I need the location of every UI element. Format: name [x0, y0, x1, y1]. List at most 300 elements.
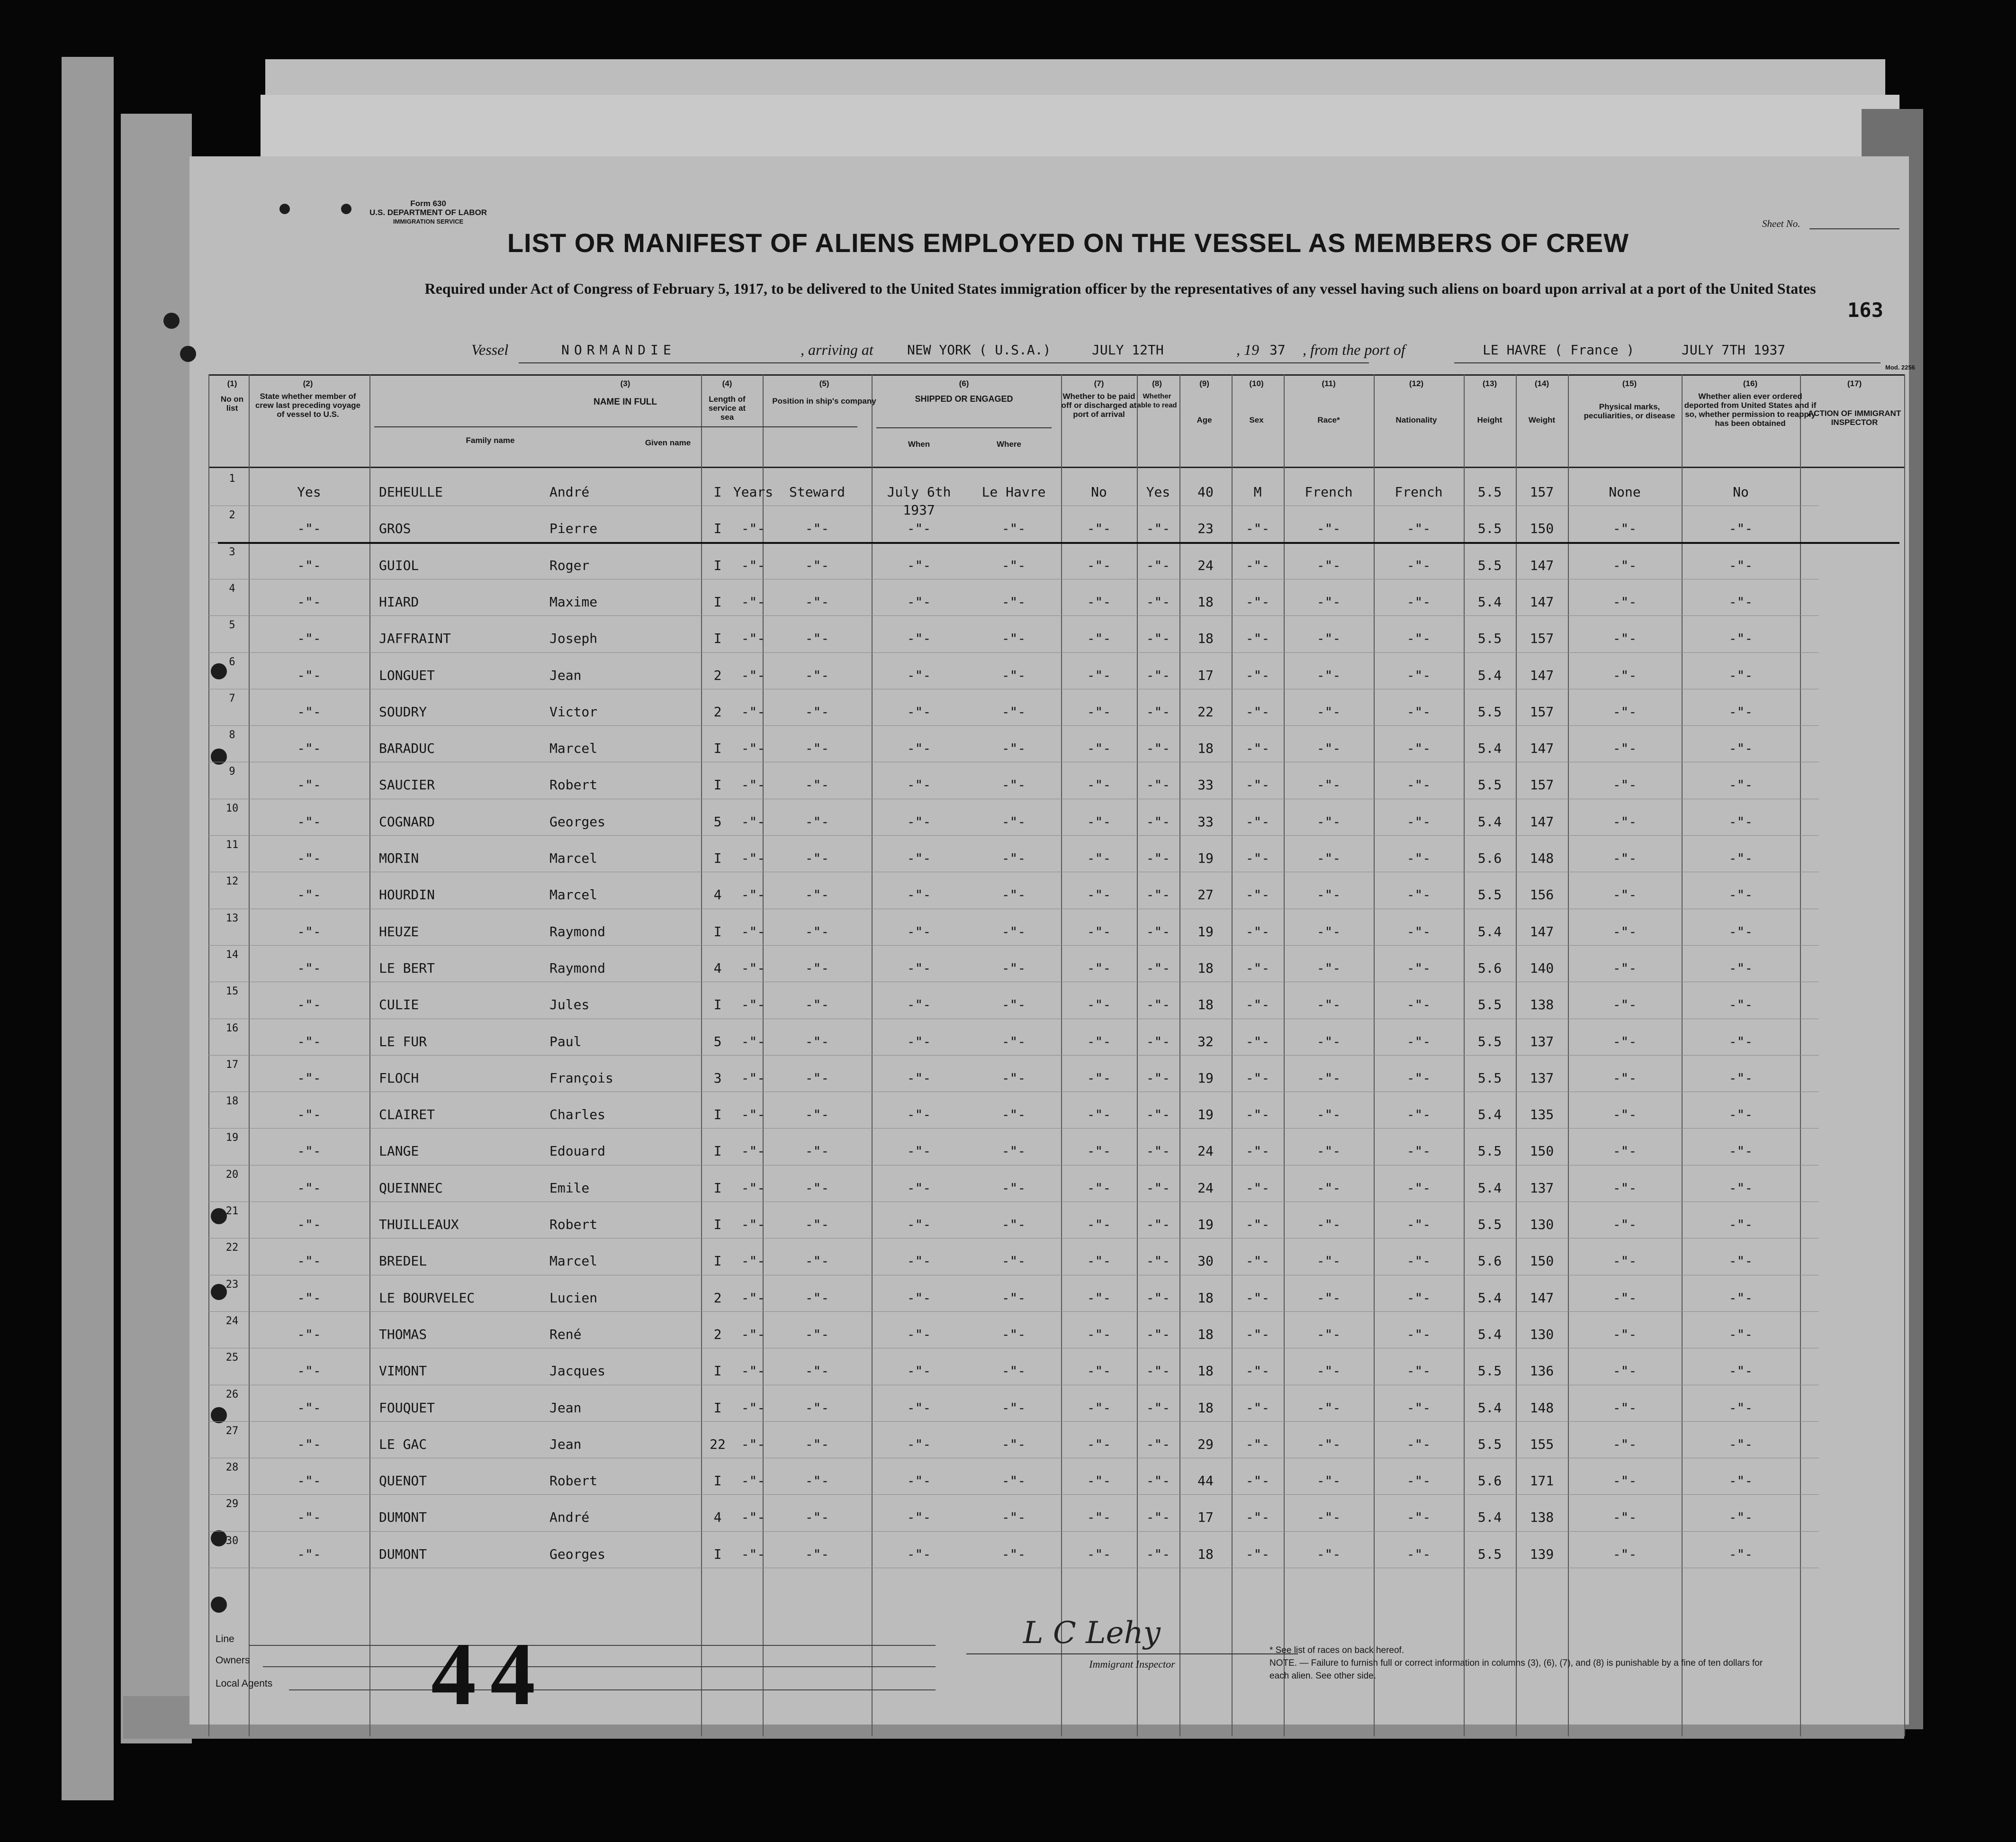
- weight: 147: [1530, 594, 1554, 610]
- ditto-mark: -"-: [1316, 887, 1341, 903]
- row-number: 13: [225, 912, 239, 924]
- ditto-mark: -"-: [1001, 850, 1026, 866]
- ditto-mark: -"-: [907, 777, 931, 793]
- ditto-mark: -"-: [1406, 1290, 1431, 1306]
- ditto-mark: -"-: [1612, 923, 1637, 939]
- ditto-mark: -"-: [1728, 704, 1753, 720]
- weight: 138: [1530, 1509, 1554, 1526]
- ditto-mark: -"-: [1146, 1033, 1170, 1049]
- weight: 136: [1530, 1363, 1554, 1379]
- ditto-mark: -"-: [1612, 1546, 1637, 1562]
- ditto-mark: -"-: [1001, 1509, 1026, 1526]
- family-name: BREDEL: [379, 1253, 427, 1269]
- ditto-mark: -"-: [805, 850, 829, 866]
- ditto-mark: -"-: [1245, 887, 1270, 903]
- ditto-mark: -"-: [1728, 960, 1753, 976]
- ditto-mark: -"-: [1087, 1217, 1111, 1232]
- ditto-mark: -"-: [741, 777, 765, 793]
- length-of-service: 4: [713, 1509, 722, 1526]
- ditto-mark: -"-: [1406, 1107, 1431, 1123]
- ditto-mark: -"-: [1406, 594, 1431, 610]
- family-name: THOMAS: [379, 1326, 427, 1342]
- ditto-mark: -"-: [1316, 923, 1341, 939]
- col-3-given-label: Given name: [645, 438, 691, 447]
- height: 5.6: [1477, 960, 1502, 976]
- ditto-mark: -"-: [1316, 1400, 1341, 1416]
- table-row-rule: [208, 1421, 1819, 1422]
- footer-owners-label: Owners: [216, 1655, 250, 1666]
- ditto-mark: -"-: [1728, 1473, 1753, 1489]
- family-name: HIARD: [379, 594, 419, 610]
- ditto-mark: -"-: [1728, 887, 1753, 903]
- age: 32: [1197, 1033, 1214, 1049]
- row-number: 30: [225, 1535, 239, 1547]
- arrival-year: 37: [1269, 342, 1286, 358]
- ditto-mark: -"-: [1612, 557, 1637, 573]
- ditto-mark: -"-: [907, 1290, 931, 1306]
- row-number: 4: [229, 582, 235, 595]
- given-name: Victor: [549, 704, 598, 720]
- ditto-mark: -"-: [907, 1107, 931, 1123]
- ditto-mark: -"-: [741, 631, 765, 647]
- given-name: Robert: [549, 777, 598, 793]
- given-name: Paul: [549, 1033, 582, 1049]
- family-name: LONGUET: [379, 667, 435, 683]
- ever-deported: No: [1733, 484, 1749, 500]
- ditto-mark: -"-: [1001, 813, 1026, 830]
- ditto-mark: -"-: [297, 1473, 321, 1489]
- length-of-service: 2: [713, 667, 722, 683]
- ditto-mark: -"-: [1146, 1217, 1170, 1232]
- weight: 156: [1530, 887, 1554, 903]
- table-row-rule: [208, 725, 1819, 726]
- ditto-mark: -"-: [1406, 887, 1431, 903]
- ditto-mark: -"-: [1612, 1217, 1637, 1232]
- ditto-mark: -"-: [1245, 1180, 1270, 1196]
- col-10-label: Sex: [1249, 415, 1264, 424]
- ditto-mark: -"-: [1087, 997, 1111, 1013]
- age: 18: [1197, 997, 1214, 1013]
- row-number: 8: [229, 729, 235, 741]
- ditto-mark: -"-: [1612, 1473, 1637, 1489]
- ditto-mark: -"-: [907, 960, 931, 976]
- length-of-service: I: [713, 850, 722, 866]
- ditto-mark: -"-: [907, 1326, 931, 1342]
- table-row-rule: [208, 1128, 1819, 1129]
- ditto-mark: -"-: [1406, 850, 1431, 866]
- weight: 137: [1530, 1180, 1554, 1196]
- ditto-mark: -"-: [1087, 1180, 1111, 1196]
- height: 5.5: [1477, 1363, 1502, 1379]
- sheet-number-line: [1809, 228, 1899, 229]
- weight: 138: [1530, 997, 1554, 1013]
- length-of-service: I: [713, 631, 722, 647]
- ditto-mark: -"-: [907, 1546, 931, 1562]
- ditto-mark: -"-: [1612, 1400, 1637, 1416]
- ditto-mark: -"-: [907, 1143, 931, 1159]
- col-3-number: (3): [620, 379, 630, 388]
- ditto-mark: -"-: [1406, 813, 1431, 830]
- ditto-mark: -"-: [1612, 1033, 1637, 1049]
- col-8-label: Whether able to read: [1137, 392, 1177, 409]
- family-name: DUMONT: [379, 1546, 427, 1562]
- ditto-mark: -"-: [1001, 777, 1026, 793]
- col-15-number: (15): [1622, 379, 1637, 388]
- table-header-rule: [208, 467, 1904, 468]
- age: 18: [1197, 1546, 1214, 1562]
- length-of-service: I: [713, 484, 722, 500]
- ditto-mark: -"-: [1087, 521, 1111, 537]
- race-note: * See list of races on back hereof.: [1269, 1645, 1404, 1655]
- length-of-service: I: [713, 1363, 722, 1379]
- col-1-number: (1): [227, 379, 237, 388]
- ditto-mark: -"-: [1406, 777, 1431, 793]
- col-16-header: [1682, 379, 1819, 428]
- strike-through-row-2: [218, 542, 1899, 544]
- ditto-mark: -"-: [1087, 850, 1111, 866]
- handwritten-count: 44: [431, 1625, 549, 1724]
- age: 18: [1197, 1363, 1214, 1379]
- departure-port: LE HAVRE ( France ): [1483, 342, 1635, 358]
- col-9-label: Age: [1197, 415, 1212, 424]
- col-8-number: (8): [1152, 379, 1162, 388]
- paid-off: No: [1091, 484, 1107, 500]
- col-9-number: (9): [1199, 379, 1209, 388]
- family-name: SOUDRY: [379, 704, 427, 720]
- ditto-mark: -"-: [1316, 1509, 1341, 1526]
- ditto-mark: -"-: [1001, 887, 1026, 903]
- ditto-mark: -"-: [1406, 1473, 1431, 1489]
- ditto-mark: -"-: [1316, 1546, 1341, 1562]
- ditto-mark: -"-: [1316, 1326, 1341, 1342]
- ditto-mark: -"-: [1612, 631, 1637, 647]
- ditto-mark: -"-: [741, 887, 765, 903]
- ditto-mark: -"-: [1612, 704, 1637, 720]
- ditto-mark: -"-: [1316, 777, 1341, 793]
- ditto-mark: -"-: [1087, 923, 1111, 939]
- able-to-read: Yes: [1146, 484, 1170, 500]
- ditto-mark: -"-: [907, 1070, 931, 1086]
- ditto-mark: -"-: [1146, 1290, 1170, 1306]
- family-name: VIMONT: [379, 1363, 427, 1379]
- ditto-mark: -"-: [1316, 1290, 1341, 1306]
- family-name: LE BOURVELEC: [379, 1290, 475, 1306]
- ditto-mark: -"-: [907, 850, 931, 866]
- ditto-mark: -"-: [1087, 1509, 1111, 1526]
- row-number: 28: [225, 1462, 239, 1474]
- ditto-mark: -"-: [1612, 1253, 1637, 1269]
- ditto-mark: -"-: [907, 631, 931, 647]
- page-title: LIST OR MANIFEST OF ALIENS EMPLOYED ON THE VESSEL AS MEMBERS OF CREW: [507, 228, 1629, 258]
- ditto-mark: -"-: [1406, 1436, 1431, 1452]
- age: 18: [1197, 594, 1214, 610]
- age: 18: [1197, 740, 1214, 757]
- ditto-mark: -"-: [1728, 1107, 1753, 1123]
- given-name: Marcel: [549, 1253, 598, 1269]
- ditto-mark: -"-: [1087, 667, 1111, 683]
- ditto-mark: -"-: [1728, 667, 1753, 683]
- given-name: André: [549, 484, 590, 500]
- ditto-mark: -"-: [1612, 740, 1637, 757]
- weight: 130: [1530, 1326, 1554, 1342]
- length-of-service: 2: [713, 704, 722, 720]
- ditto-mark: -"-: [741, 1107, 765, 1123]
- col-17-label: ACTION OF IMMIGRANT INSPECTOR: [1808, 409, 1901, 427]
- given-name: Georges: [549, 1546, 606, 1562]
- family-name: THUILLEAUX: [379, 1217, 459, 1232]
- height: 5.5: [1477, 887, 1502, 903]
- weight: 137: [1530, 1033, 1554, 1049]
- col-4-label: Length of service at sea: [708, 395, 746, 422]
- punch-hole: [279, 204, 290, 214]
- ditto-mark: -"-: [741, 667, 765, 683]
- table-row-rule: [208, 615, 1819, 616]
- ditto-mark: -"-: [907, 1180, 931, 1196]
- length-of-service: 3: [713, 1070, 722, 1086]
- given-name: Roger: [549, 557, 590, 573]
- ditto-mark: -"-: [1406, 923, 1431, 939]
- ditto-mark: -"-: [907, 887, 931, 903]
- ditto-mark: -"-: [741, 813, 765, 830]
- ditto-mark: -"-: [805, 1546, 829, 1562]
- ditto-mark: -"-: [741, 1290, 765, 1306]
- ditto-mark: -"-: [1728, 740, 1753, 757]
- ditto-mark: -"-: [741, 1400, 765, 1416]
- ditto-mark: -"-: [297, 1509, 321, 1526]
- ditto-mark: -"-: [297, 704, 321, 720]
- family-name: LANGE: [379, 1143, 419, 1159]
- table-column-rule: [1904, 374, 1905, 1736]
- col-11-label: Race*: [1317, 415, 1340, 424]
- col-9-header: [1179, 379, 1229, 424]
- ditto-mark: -"-: [805, 887, 829, 903]
- length-of-service: I: [713, 1546, 722, 1562]
- ditto-mark: -"-: [1316, 997, 1341, 1013]
- ditto-mark: -"-: [805, 704, 829, 720]
- row-number: 3: [229, 546, 235, 558]
- weight: 157: [1530, 484, 1554, 500]
- ditto-mark: -"-: [297, 1143, 321, 1159]
- col-3-rule: [374, 426, 857, 427]
- ditto-mark: -"-: [907, 667, 931, 683]
- ditto-mark: -"-: [741, 521, 765, 537]
- from-port-label: , from the port of: [1303, 341, 1405, 358]
- weight: 150: [1530, 1253, 1554, 1269]
- family-name: LE GAC: [379, 1436, 427, 1452]
- ditto-mark: -"-: [1001, 740, 1026, 757]
- height: 5.4: [1477, 1509, 1502, 1526]
- ditto-mark: -"-: [805, 667, 829, 683]
- ditto-mark: -"-: [1245, 997, 1270, 1013]
- ditto-mark: -"-: [805, 1070, 829, 1086]
- ditto-mark: -"-: [805, 557, 829, 573]
- length-of-service: I: [713, 1253, 722, 1269]
- ditto-mark: -"-: [741, 594, 765, 610]
- ditto-mark: -"-: [1087, 1033, 1111, 1049]
- ditto-mark: -"-: [1612, 521, 1637, 537]
- ditto-mark: -"-: [297, 1033, 321, 1049]
- ditto-mark: -"-: [805, 1180, 829, 1196]
- ditto-mark: -"-: [1316, 521, 1341, 537]
- col-13-number: (13): [1482, 379, 1497, 388]
- col-7-label: Whether to be paid off or discharged at port of arrival: [1061, 392, 1137, 419]
- length-of-service: 5: [713, 813, 722, 830]
- ditto-mark: -"-: [805, 960, 829, 976]
- ditto-mark: -"-: [1087, 557, 1111, 573]
- ditto-mark: -"-: [741, 1180, 765, 1196]
- ditto-mark: -"-: [1406, 1546, 1431, 1562]
- height: 5.4: [1477, 594, 1502, 610]
- ditto-mark: -"-: [1245, 1290, 1270, 1306]
- ditto-mark: -"-: [805, 521, 829, 537]
- row-number: 17: [225, 1058, 239, 1071]
- col-13-label: Height: [1477, 415, 1503, 424]
- ditto-mark: -"-: [1245, 1436, 1270, 1452]
- ditto-mark: -"-: [805, 1290, 829, 1306]
- ditto-mark: -"-: [1728, 777, 1753, 793]
- col-5-number: (5): [819, 379, 829, 388]
- ditto-mark: -"-: [297, 1546, 321, 1562]
- ditto-mark: -"-: [1406, 1509, 1431, 1526]
- height: 5.5: [1477, 521, 1502, 537]
- family-name: COGNARD: [379, 813, 435, 830]
- age: 23: [1197, 521, 1214, 537]
- col-3-label: NAME IN FULL: [593, 397, 657, 407]
- length-of-service: I: [713, 777, 722, 793]
- ditto-mark: -"-: [1612, 1509, 1637, 1526]
- ditto-mark: -"-: [1316, 1107, 1341, 1123]
- col-7-header: [1061, 379, 1137, 419]
- col-2-header: [251, 379, 365, 419]
- table-row-rule: [208, 1494, 1819, 1495]
- ditto-mark: -"-: [1001, 631, 1026, 647]
- given-name: Marcel: [549, 740, 598, 757]
- sex: M: [1253, 484, 1262, 500]
- given-name: Jules: [549, 997, 590, 1013]
- col-6-number: (6): [959, 379, 969, 388]
- col-5-label: Position in ship's company: [772, 397, 876, 406]
- ditto-mark: -"-: [297, 997, 321, 1013]
- ditto-mark: -"-: [907, 1400, 931, 1416]
- service: IMMIGRATION SERVICE: [393, 218, 464, 225]
- punch-hole: [211, 1597, 227, 1613]
- given-name: Georges: [549, 813, 606, 830]
- ditto-mark: -"-: [297, 1290, 321, 1306]
- ditto-mark: -"-: [1728, 1400, 1753, 1416]
- ditto-mark: -"-: [297, 667, 321, 683]
- shipped-where: Le Havre: [981, 484, 1046, 500]
- ditto-mark: -"-: [297, 594, 321, 610]
- ditto-mark: -"-: [805, 1473, 829, 1489]
- height: 5.4: [1477, 1290, 1502, 1306]
- ditto-mark: -"-: [1087, 1400, 1111, 1416]
- given-name: Pierre: [549, 521, 598, 537]
- col-12-header: [1374, 379, 1459, 424]
- inspector-signature: L C Lehy: [1023, 1616, 1161, 1651]
- ditto-mark: -"-: [805, 740, 829, 757]
- ditto-mark: -"-: [1728, 1546, 1753, 1562]
- ditto-mark: -"-: [1087, 631, 1111, 647]
- ditto-mark: -"-: [907, 1509, 931, 1526]
- row-number: 15: [225, 985, 239, 998]
- weight: 147: [1530, 1290, 1554, 1306]
- footer-line-rule: [249, 1645, 936, 1646]
- ditto-mark: -"-: [1728, 1253, 1753, 1269]
- ditto-mark: -"-: [1406, 1326, 1431, 1342]
- ditto-mark: -"-: [1316, 1033, 1341, 1049]
- age: 40: [1197, 484, 1214, 500]
- ditto-mark: -"-: [1087, 1143, 1111, 1159]
- ditto-mark: -"-: [1612, 1436, 1637, 1452]
- ditto-mark: -"-: [297, 1363, 321, 1379]
- height: 5.5: [1477, 1070, 1502, 1086]
- age: 18: [1197, 960, 1214, 976]
- ditto-mark: -"-: [1146, 1436, 1170, 1452]
- ditto-mark: -"-: [1146, 1143, 1170, 1159]
- col-10-header: [1232, 379, 1281, 424]
- ditto-mark: -"-: [741, 1473, 765, 1489]
- ditto-mark: -"-: [1316, 1180, 1341, 1196]
- family-name: CULIE: [379, 997, 419, 1013]
- height: 5.5: [1477, 777, 1502, 793]
- family-name: QUEINNEC: [379, 1180, 443, 1196]
- ditto-mark: -"-: [805, 1217, 829, 1232]
- family-name: GROS: [379, 521, 411, 537]
- ditto-mark: -"-: [1087, 1473, 1111, 1489]
- ditto-mark: -"-: [1728, 1217, 1753, 1232]
- ditto-mark: -"-: [297, 777, 321, 793]
- ditto-mark: -"-: [1406, 1363, 1431, 1379]
- row-number: 12: [225, 876, 239, 888]
- ditto-mark: -"-: [1146, 594, 1170, 610]
- table-row-rule: [208, 945, 1819, 946]
- ditto-mark: -"-: [1728, 1363, 1753, 1379]
- ditto-mark: -"-: [1087, 704, 1111, 720]
- ditto-mark: -"-: [1001, 923, 1026, 939]
- age: 30: [1197, 1253, 1214, 1269]
- ditto-mark: -"-: [1612, 594, 1637, 610]
- row-number: 2: [229, 509, 235, 522]
- length-of-service: I: [713, 740, 722, 757]
- shipped-when-year: 1937: [903, 502, 935, 518]
- ditto-mark: -"-: [1728, 521, 1753, 537]
- page-number: 163: [1847, 298, 1883, 322]
- weight: 148: [1530, 850, 1554, 866]
- height: 5.5: [1477, 997, 1502, 1013]
- ditto-mark: -"-: [1146, 777, 1170, 793]
- length-of-service: I: [713, 1473, 722, 1489]
- given-name: Jacques: [549, 1363, 606, 1379]
- ditto-mark: -"-: [1245, 557, 1270, 573]
- ditto-mark: -"-: [1316, 704, 1341, 720]
- height: 5.4: [1477, 923, 1502, 939]
- ditto-mark: -"-: [907, 997, 931, 1013]
- arrival-date: JULY 12TH: [1092, 342, 1164, 358]
- ditto-mark: -"-: [1316, 850, 1341, 866]
- ditto-mark: -"-: [1245, 667, 1270, 683]
- row-number: 18: [225, 1095, 239, 1108]
- ditto-mark: -"-: [1001, 1070, 1026, 1086]
- ditto-mark: -"-: [1316, 594, 1341, 610]
- col-12-number: (12): [1409, 379, 1424, 388]
- ditto-mark: -"-: [297, 1436, 321, 1452]
- ditto-mark: -"-: [1001, 1436, 1026, 1452]
- ditto-mark: -"-: [1001, 1326, 1026, 1342]
- col-13-header: [1464, 379, 1516, 424]
- weight: 147: [1530, 923, 1554, 939]
- height: 5.5: [1477, 1033, 1502, 1049]
- row-number: 1: [229, 473, 235, 485]
